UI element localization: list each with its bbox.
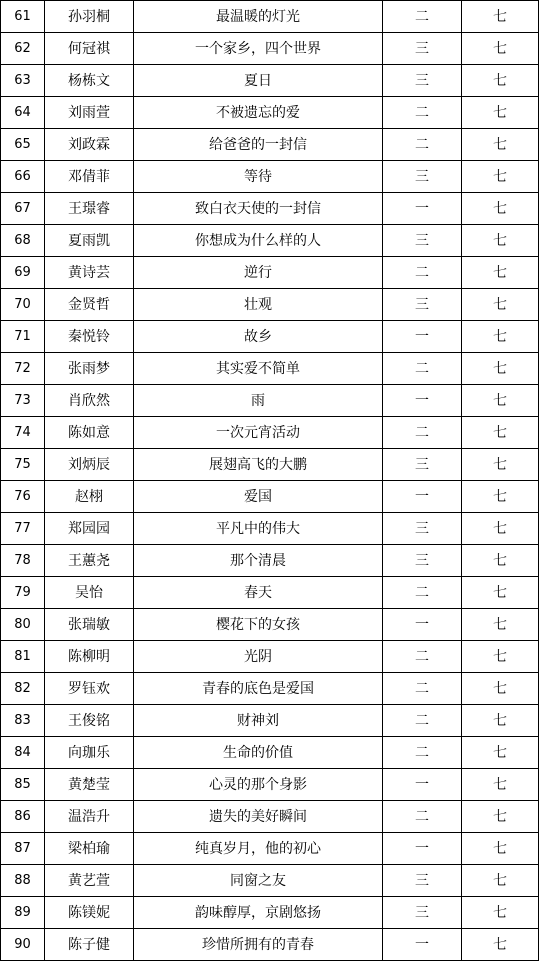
cell-class-level: 七 — [462, 545, 539, 577]
cell-essay-title: 最温暖的灯光 — [134, 1, 383, 33]
cell-essay-title: 夏日 — [134, 65, 383, 97]
cell-class-level: 七 — [462, 609, 539, 641]
cell-award-grade: 二 — [383, 705, 462, 737]
cell-award-grade: 一 — [383, 481, 462, 513]
cell-number: 78 — [1, 545, 45, 577]
cell-student-name: 梁柏瑜 — [45, 833, 134, 865]
cell-student-name: 秦悦铃 — [45, 321, 134, 353]
cell-class-level: 七 — [462, 289, 539, 321]
table-row — [1, 737, 539, 769]
cell-number: 66 — [1, 161, 45, 193]
cell-award-grade: 三 — [383, 545, 462, 577]
cell-essay-title: 樱花下的女孩 — [134, 609, 383, 641]
cell-essay-title: 故乡 — [134, 321, 383, 353]
cell-class-level: 七 — [462, 225, 539, 257]
cell-student-name: 张瑞敏 — [45, 609, 134, 641]
cell-award-grade: 一 — [383, 769, 462, 801]
cell-student-name: 肖欣然 — [45, 385, 134, 417]
table-row — [1, 577, 539, 609]
cell-essay-title: 那个清晨 — [134, 545, 383, 577]
cell-number: 85 — [1, 769, 45, 801]
cell-number: 88 — [1, 865, 45, 897]
cell-number: 68 — [1, 225, 45, 257]
cell-essay-title: 纯真岁月，他的初心 — [134, 833, 383, 865]
table-row — [1, 545, 539, 577]
cell-class-level: 七 — [462, 1, 539, 33]
table-row — [1, 289, 539, 321]
table-row — [1, 353, 539, 385]
cell-number: 67 — [1, 193, 45, 225]
cell-class-level: 七 — [462, 449, 539, 481]
table-row — [1, 769, 539, 801]
table-row — [1, 865, 539, 897]
cell-class-level: 七 — [462, 577, 539, 609]
cell-student-name: 邓倩菲 — [45, 161, 134, 193]
cell-number: 61 — [1, 1, 45, 33]
cell-essay-title: 韵味醇厚，京剧悠扬 — [134, 897, 383, 929]
cell-student-name: 黄艺萱 — [45, 865, 134, 897]
cell-number: 69 — [1, 257, 45, 289]
cell-class-level: 七 — [462, 129, 539, 161]
cell-essay-title: 壮观 — [134, 289, 383, 321]
cell-essay-title: 其实爱不简单 — [134, 353, 383, 385]
table-row — [1, 193, 539, 225]
cell-essay-title: 雨 — [134, 385, 383, 417]
cell-student-name: 王蕙尧 — [45, 545, 134, 577]
table-row — [1, 609, 539, 641]
table-row — [1, 1, 539, 33]
cell-award-grade: 二 — [383, 353, 462, 385]
cell-student-name: 孙羽桐 — [45, 1, 134, 33]
cell-award-grade: 一 — [383, 321, 462, 353]
cell-essay-title: 爱国 — [134, 481, 383, 513]
cell-award-grade: 三 — [383, 289, 462, 321]
cell-award-grade: 二 — [383, 737, 462, 769]
cell-class-level: 七 — [462, 929, 539, 961]
cell-essay-title: 青春的底色是爱国 — [134, 673, 383, 705]
cell-class-level: 七 — [462, 513, 539, 545]
table-row — [1, 417, 539, 449]
cell-number: 84 — [1, 737, 45, 769]
cell-award-grade: 三 — [383, 897, 462, 929]
cell-number: 82 — [1, 673, 45, 705]
cell-essay-title: 致白衣天使的一封信 — [134, 193, 383, 225]
cell-student-name: 杨栋文 — [45, 65, 134, 97]
cell-number: 86 — [1, 801, 45, 833]
cell-student-name: 张雨梦 — [45, 353, 134, 385]
cell-award-grade: 三 — [383, 161, 462, 193]
cell-student-name: 陈镁妮 — [45, 897, 134, 929]
cell-award-grade: 三 — [383, 65, 462, 97]
cell-number: 80 — [1, 609, 45, 641]
cell-award-grade: 二 — [383, 129, 462, 161]
cell-essay-title: 一次元宵活动 — [134, 417, 383, 449]
cell-number: 81 — [1, 641, 45, 673]
cell-number: 74 — [1, 417, 45, 449]
cell-essay-title: 财神刘 — [134, 705, 383, 737]
cell-number: 70 — [1, 289, 45, 321]
cell-class-level: 七 — [462, 833, 539, 865]
cell-number: 89 — [1, 897, 45, 929]
cell-award-grade: 二 — [383, 257, 462, 289]
cell-class-level: 七 — [462, 97, 539, 129]
cell-essay-title: 春天 — [134, 577, 383, 609]
cell-class-level: 七 — [462, 257, 539, 289]
table-row — [1, 257, 539, 289]
table-row — [1, 129, 539, 161]
table-row — [1, 801, 539, 833]
cell-student-name: 黄楚莹 — [45, 769, 134, 801]
table-row — [1, 97, 539, 129]
cell-number: 87 — [1, 833, 45, 865]
cell-essay-title: 给爸爸的一封信 — [134, 129, 383, 161]
cell-essay-title: 一个家乡，四个世界 — [134, 33, 383, 65]
cell-award-grade: 二 — [383, 417, 462, 449]
cell-essay-title: 生命的价值 — [134, 737, 383, 769]
cell-student-name: 刘雨萱 — [45, 97, 134, 129]
cell-class-level: 七 — [462, 641, 539, 673]
cell-student-name: 陈子健 — [45, 929, 134, 961]
cell-number: 65 — [1, 129, 45, 161]
cell-award-grade: 三 — [383, 33, 462, 65]
cell-award-grade: 二 — [383, 641, 462, 673]
cell-student-name: 罗钰欢 — [45, 673, 134, 705]
table-row — [1, 225, 539, 257]
cell-award-grade: 二 — [383, 577, 462, 609]
cell-student-name: 陈如意 — [45, 417, 134, 449]
table-row — [1, 673, 539, 705]
cell-student-name: 郑园园 — [45, 513, 134, 545]
table-row — [1, 33, 539, 65]
table-row — [1, 833, 539, 865]
cell-award-grade: 一 — [383, 385, 462, 417]
cell-award-grade: 二 — [383, 1, 462, 33]
cell-number: 72 — [1, 353, 45, 385]
table-row — [1, 513, 539, 545]
cell-student-name: 黄诗芸 — [45, 257, 134, 289]
cell-essay-title: 同窗之友 — [134, 865, 383, 897]
cell-class-level: 七 — [462, 353, 539, 385]
cell-class-level: 七 — [462, 481, 539, 513]
cell-number: 73 — [1, 385, 45, 417]
table-row — [1, 321, 539, 353]
table-row — [1, 897, 539, 929]
cell-award-grade: 二 — [383, 673, 462, 705]
cell-student-name: 王璟睿 — [45, 193, 134, 225]
table-row — [1, 641, 539, 673]
cell-student-name: 金贤哲 — [45, 289, 134, 321]
cell-number: 71 — [1, 321, 45, 353]
cell-student-name: 何冠祺 — [45, 33, 134, 65]
cell-class-level: 七 — [462, 385, 539, 417]
table-row — [1, 481, 539, 513]
cell-class-level: 七 — [462, 673, 539, 705]
cell-student-name: 夏雨凯 — [45, 225, 134, 257]
cell-class-level: 七 — [462, 33, 539, 65]
cell-award-grade: 二 — [383, 801, 462, 833]
cell-class-level: 七 — [462, 321, 539, 353]
cell-essay-title: 光阴 — [134, 641, 383, 673]
cell-essay-title: 心灵的那个身影 — [134, 769, 383, 801]
cell-award-grade: 一 — [383, 609, 462, 641]
table-row — [1, 449, 539, 481]
cell-essay-title: 等待 — [134, 161, 383, 193]
cell-award-grade: 三 — [383, 449, 462, 481]
cell-number: 76 — [1, 481, 45, 513]
cell-award-grade: 三 — [383, 513, 462, 545]
cell-number: 64 — [1, 97, 45, 129]
cell-number: 77 — [1, 513, 45, 545]
cell-essay-title: 展翅高飞的大鹏 — [134, 449, 383, 481]
cell-essay-title: 平凡中的伟大 — [134, 513, 383, 545]
cell-number: 63 — [1, 65, 45, 97]
cell-class-level: 七 — [462, 705, 539, 737]
cell-student-name: 吴怡 — [45, 577, 134, 609]
table-row — [1, 929, 539, 961]
cell-student-name: 赵栩 — [45, 481, 134, 513]
cell-award-grade: 三 — [383, 865, 462, 897]
cell-class-level: 七 — [462, 193, 539, 225]
cell-award-grade: 一 — [383, 833, 462, 865]
cell-essay-title: 你想成为什么样的人 — [134, 225, 383, 257]
cell-essay-title: 不被遗忘的爱 — [134, 97, 383, 129]
table-row — [1, 705, 539, 737]
cell-essay-title: 逆行 — [134, 257, 383, 289]
cell-student-name: 王俊铭 — [45, 705, 134, 737]
cell-student-name: 向珈乐 — [45, 737, 134, 769]
cell-class-level: 七 — [462, 801, 539, 833]
cell-student-name: 刘政霖 — [45, 129, 134, 161]
cell-award-grade: 二 — [383, 97, 462, 129]
cell-number: 83 — [1, 705, 45, 737]
cell-student-name: 陈柳明 — [45, 641, 134, 673]
cell-award-grade: 一 — [383, 193, 462, 225]
cell-number: 62 — [1, 33, 45, 65]
cell-class-level: 七 — [462, 65, 539, 97]
cell-award-grade: 一 — [383, 929, 462, 961]
cell-essay-title: 珍惜所拥有的青春 — [134, 929, 383, 961]
table-row — [1, 385, 539, 417]
cell-class-level: 七 — [462, 897, 539, 929]
table-row — [1, 65, 539, 97]
cell-class-level: 七 — [462, 769, 539, 801]
results-table-body — [1, 1, 539, 961]
cell-essay-title: 遗失的美好瞬间 — [134, 801, 383, 833]
cell-class-level: 七 — [462, 161, 539, 193]
table-row — [1, 161, 539, 193]
cell-number: 90 — [1, 929, 45, 961]
cell-student-name: 刘炳辰 — [45, 449, 134, 481]
cell-class-level: 七 — [462, 737, 539, 769]
cell-class-level: 七 — [462, 865, 539, 897]
cell-award-grade: 三 — [383, 225, 462, 257]
cell-number: 79 — [1, 577, 45, 609]
cell-student-name: 温浩升 — [45, 801, 134, 833]
cell-class-level: 七 — [462, 417, 539, 449]
cell-number: 75 — [1, 449, 45, 481]
